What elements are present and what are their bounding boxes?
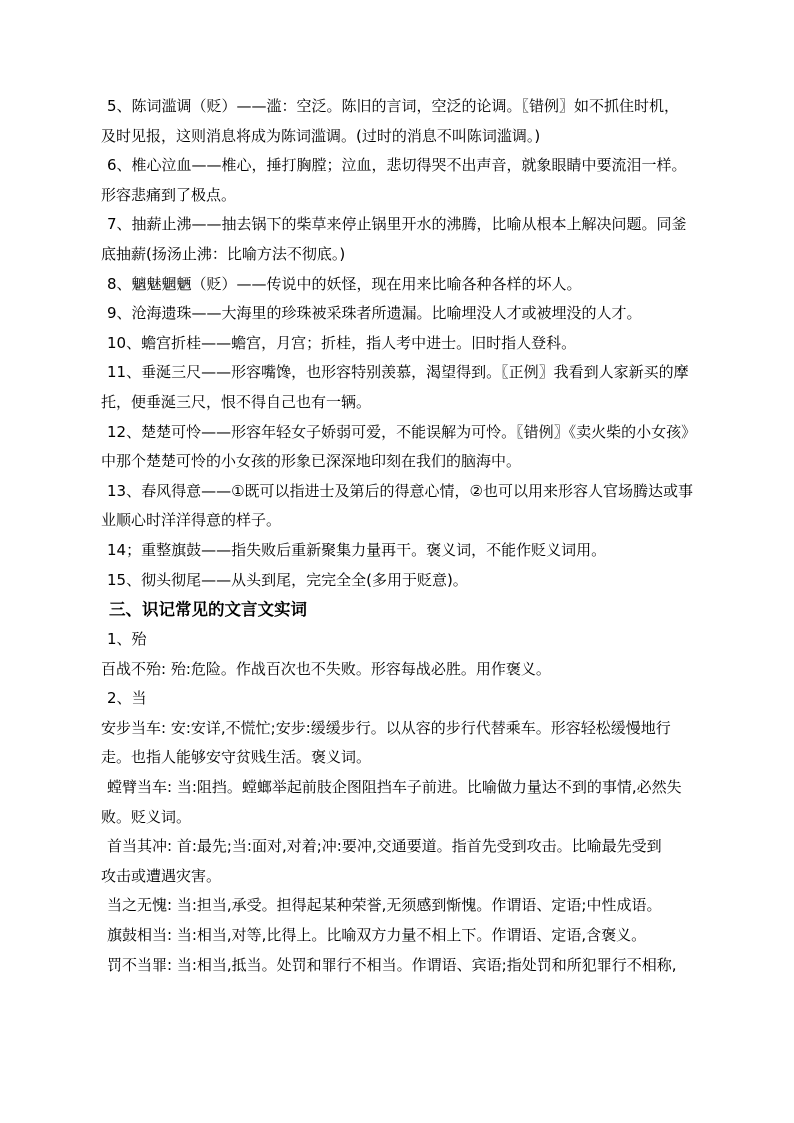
idiom-item-6	[101, 151, 726, 210]
text-line: 13、春风得意——①既可以指进士及第后的得意心情，②也可以用来形容人官场腾达或事	[107, 481, 693, 500]
document-body	[101, 92, 726, 980]
vocab-label-dang	[101, 684, 726, 714]
section-heading: 三、识记常见的文言文实词	[109, 600, 307, 620]
text-line: 5、陈词滥调（贬）——滥：空泛。陈旧的言词，空泛的论调。〖错例〗如不抓住时机，	[107, 97, 680, 115]
text-line: 12、楚楚可怜——形容年轻女子娇弱可爱，不能误解为可怜。〖错例〗《卖火柴的小女孩》	[107, 422, 697, 441]
vocab-entry	[101, 891, 726, 921]
text-line: 1、殆	[107, 630, 147, 649]
text-line: 15、彻头彻尾——从头到尾，完完全全(多用于贬意)。	[107, 570, 468, 589]
text-line: 形容悲痛到了极点。	[101, 185, 237, 204]
text-line: 托，便垂涎三尺，恨不得自己也有一辆。	[101, 392, 372, 411]
vocab-entry	[101, 714, 726, 773]
idiom-item-10	[101, 329, 726, 359]
text-line: 首当其冲: 首:最先;当:面对,对着;冲:要冲,交通要道。指首先受到攻击。比喻最先受到	[107, 837, 662, 856]
text-line: 走。也指人能够安守贫贱生活。褒义词。	[101, 748, 372, 767]
text-line: 7、抽薪止沸——抽去锅下的柴草来停止锅里开水的沸腾，比喻从根本上解决问题。同釜	[107, 215, 687, 234]
idiom-item-7	[101, 210, 726, 269]
text-line: 旗鼓相当: 当:相当,对等,比得上。比喻双方力量不相上下。作谓语、定语,含褒义。	[107, 926, 647, 945]
text-line: 6、椎心泣血——椎心，捶打胸膛；泣血，悲切得哭不出声音，就象眼睛中要流泪一样。	[107, 156, 687, 175]
idiom-item-11	[101, 358, 726, 417]
text-line: 2、当	[107, 689, 147, 708]
text-line: 及时见报，这则消息将成为陈词滥调。(过时的消息不叫陈词滥调。)	[101, 126, 541, 145]
text-line: 螳臂当车: 当:阻挡。螳螂举起前肢企图阻挡车子前进。比喻做力量达不到的事情,必然失	[107, 778, 682, 797]
idiom-item-9	[101, 299, 726, 329]
idiom-item-8	[101, 270, 726, 300]
vocab-entry	[101, 921, 726, 951]
text-line: 9、沧海遗珠——大海里的珍珠被采珠者所遗漏。比喻埋没人才或被埋没的人才。	[107, 304, 642, 323]
text-line: 当之无愧: 当:担当,承受。担得起某种荣誉,无须感到惭愧。作谓语、定语;中性成语。	[107, 896, 662, 915]
idiom-item-5	[101, 92, 726, 151]
idiom-item-15	[101, 566, 726, 596]
text-line: 中那个楚楚可怜的小女孩的形象已深深地印刻在我们的脑海中。	[101, 452, 522, 471]
vocab-entry	[101, 655, 726, 685]
vocab-label-dai	[101, 625, 726, 655]
text-line: 攻击或遭遇灾害。	[101, 866, 222, 885]
idiom-item-14	[101, 536, 726, 566]
vocab-entry	[101, 832, 726, 891]
text-line: 底抽薪(扬汤止沸：比喻方法不彻底。)	[101, 244, 346, 263]
idiom-item-12	[101, 418, 726, 477]
text-line: 败。贬义词。	[101, 807, 192, 826]
text-line: 业顺心时洋洋得意的样子。	[101, 511, 282, 530]
idiom-item-13	[101, 477, 726, 536]
vocab-entry	[101, 773, 726, 832]
text-line: 罚不当罪: 当:相当,抵当。处罚和罪行不相当。作谓语、宾语;指处罚和所犯罪行不相称,	[107, 955, 677, 974]
text-line: 11、垂涎三尺——形容嘴馋，也形容特别羡慕，渴望得到。〖正例〗我看到人家新买的摩	[107, 363, 689, 382]
text-line: 8、魑魅魍魉（贬）——传说中的妖怪，现在用来比喻各种各样的坏人。	[107, 274, 582, 293]
text-line: 安步当车: 安:安详,不慌忙;安步:缓缓步行。以从容的步行代替乘车。形容轻松缓慢地行	[101, 718, 671, 737]
text-line: 14；重整旗鼓——指失败后重新聚集力量再干。褒义词，不能作贬义词用。	[107, 540, 607, 559]
vocab-entry	[101, 951, 726, 981]
text-line: 10、蟾宫折桂——蟾宫，月宫；折桂，指人考中进士。旧时指人登科。	[107, 333, 577, 352]
text-line: 百战不殆: 殆:危险。作战百次也不失败。形容每战必胜。用作褒义。	[101, 659, 551, 678]
